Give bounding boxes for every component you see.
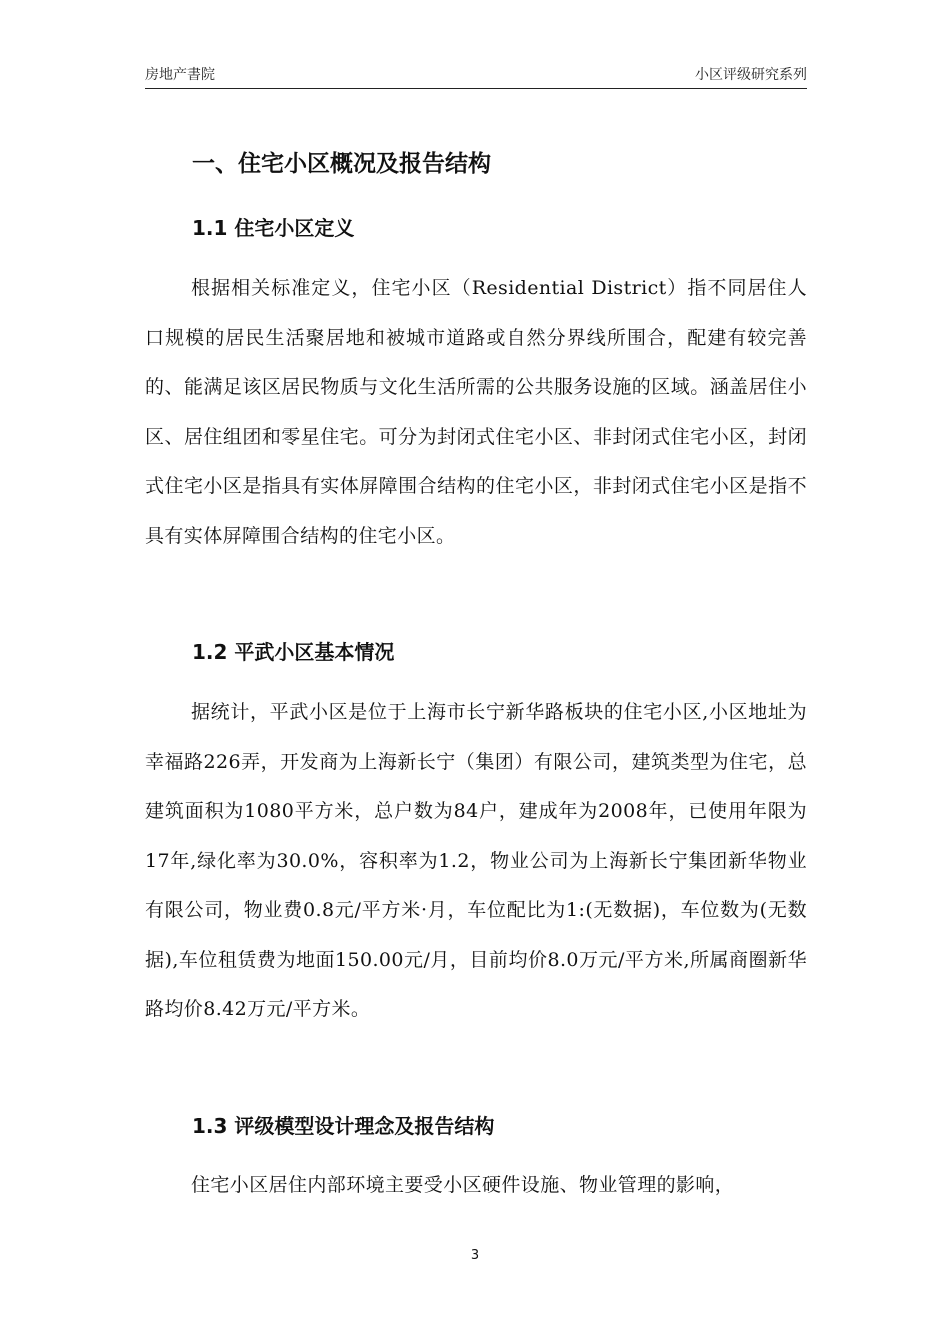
header-publisher: 房地产書院	[145, 67, 215, 83]
header-series: 小区评级研究系列	[695, 67, 807, 83]
section-title-1-2: 1.2 平武小区基本情况	[192, 640, 395, 664]
section-paragraph-1-1: 根据相关标准定义，住宅小区（Residential District）指不同居住人口规模的居民生活聚居地和被城市道路或自然分界线所围合，配建有较完善的、能满足该区居民物质与文化生活所需的公共服务设施的区域。涵盖居住小区、居住组团和零星住宅。可分为封闭式住宅小区、非封闭式住宅小区，封闭式住宅小区是指具有实体屏障围合结构的住宅小区，非封闭式住宅小区是指不具有实体屏障围合结构的住宅小区。	[145, 277, 807, 547]
chapter-title: 一、住宅小区概况及报告结构	[192, 151, 491, 177]
section-title-1-1: 1.1 住宅小区定义	[192, 216, 355, 240]
page-header	[145, 66, 807, 89]
section-paragraph-1-2: 据统计，平武小区是位于上海市长宁新华路板块的住宅小区,小区地址为幸福路226弄，开发商为上海新长宁（集团）有限公司，建筑类型为住宅，总建筑面积为1080平方米，总户数为84户，建成年为2008年，已使用年限为17年,绿化率为30.0%，容积率为1.2，物业公司为上海新长宁集团新华物业有限公司，物业费0.8元/平方米·月，车位配比为1:(无数据)，车位数为(无数据),车位租赁费为地面150.00元/月，目前均价8.0万元/平方米,所属商圈新华路均价8.42万元/平方米。	[145, 701, 807, 1020]
page-number: 3	[470, 1248, 480, 1263]
section-title-1-3: 1.3 评级模型设计理念及报告结构	[192, 1114, 495, 1138]
section-paragraph-1-3: 住宅小区居住内部环境主要受小区硬件设施、物业管理的影响，	[191, 1174, 735, 1196]
